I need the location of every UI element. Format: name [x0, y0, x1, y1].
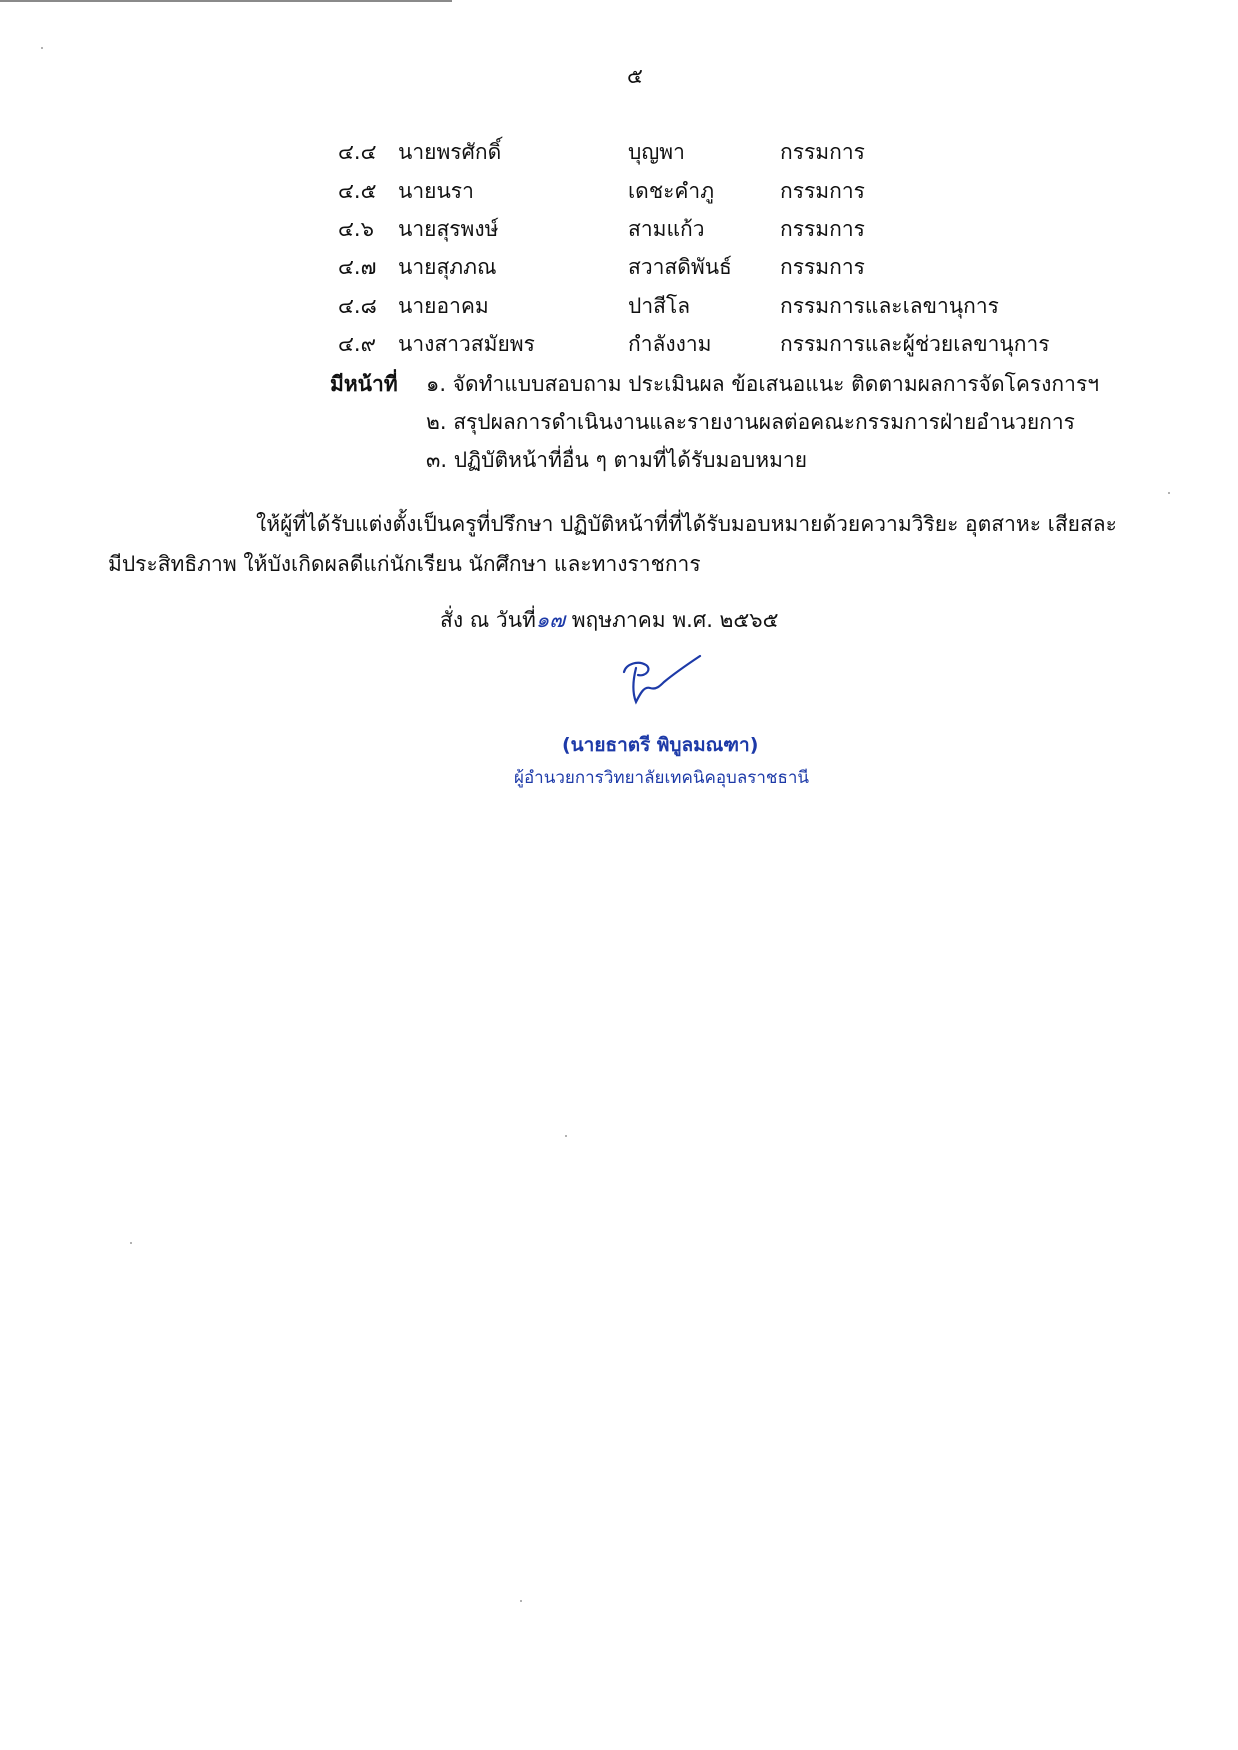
member-first-name: นายอาคม: [398, 294, 489, 318]
duty-item: ๑. จัดทำแบบสอบถาม ประเมินผล ข้อเสนอแนะ ติดตามผลการจัดโครงการฯ: [426, 372, 1100, 396]
member-last-name: เดชะคำภู: [628, 179, 715, 203]
member-number: ๔.๖: [338, 217, 374, 241]
scan-speck: [520, 1600, 522, 1602]
page-number: ๕: [627, 64, 643, 88]
member-number: ๔.๗: [338, 255, 377, 279]
duties-label: มีหน้าที่: [330, 372, 398, 396]
handwritten-signature: [616, 650, 706, 710]
scan-speck: [41, 47, 43, 49]
member-role: กรรมการ: [780, 179, 865, 203]
member-last-name: กำลังงาม: [628, 332, 712, 356]
member-first-name: นายสุภภณ: [398, 255, 497, 279]
member-number: ๔.๔: [338, 140, 377, 164]
order-date-day: ๑๗: [535, 608, 566, 632]
signatory-name: (นายธาตรี พิบูลมณฑา): [562, 734, 759, 756]
member-role: กรรมการ: [780, 140, 865, 164]
member-number: ๔.๘: [338, 294, 377, 318]
duty-item: ๓. ปฏิบัติหน้าที่อื่น ๆ ตามที่ได้รับมอบหมาย: [426, 448, 808, 472]
duty-item: ๒. สรุปผลการดำเนินงานและรายงานผลต่อคณะกรรมการฝ่ายอำนวยการ: [426, 410, 1075, 434]
order-date-prefix: สั่ง ณ วันที่: [440, 608, 536, 632]
scan-top-border: [0, 0, 452, 2]
member-role: กรรมการ: [780, 255, 865, 279]
member-last-name: บุญพา: [628, 140, 685, 164]
scan-speck: [1168, 492, 1170, 494]
appointment-paragraph-line: มีประสิทธิภาพ ให้บังเกิดผลดีแก่นักเรียน นักศึกษา และทางราชการ: [108, 552, 701, 576]
scan-speck: [565, 1135, 567, 1137]
member-first-name: นายนรา: [398, 179, 474, 203]
member-last-name: สวาสดิพันธ์: [628, 255, 732, 279]
appointment-paragraph-line: ให้ผู้ที่ได้รับแต่งตั้งเป็นครูที่ปรึกษา ปฏิบัติหน้าที่ที่ได้รับมอบหมายด้วยความวิริยะ อุตสาหะ เสียสละ: [256, 512, 1117, 536]
member-first-name: นายพรศักดิ์: [398, 140, 502, 164]
order-date-month: พฤษภาคม: [571, 608, 666, 632]
member-role: กรรมการและเลขานุการ: [780, 294, 999, 318]
order-date: [440, 604, 779, 637]
member-last-name: สามแก้ว: [628, 217, 705, 241]
member-role: กรรมการ: [780, 217, 865, 241]
order-date-year: พ.ศ. ๒๕๖๕: [672, 608, 779, 632]
member-number: ๔.๕: [338, 179, 377, 203]
scan-speck: [130, 1242, 132, 1244]
signatory-title: ผู้อำนวยการวิทยาลัยเทคนิคอุบลราชธานี: [514, 768, 810, 788]
member-role: กรรมการและผู้ช่วยเลขานุการ: [780, 332, 1050, 356]
member-last-name: ปาสีโล: [628, 294, 691, 318]
member-number: ๔.๙: [338, 332, 376, 356]
member-first-name: นางสาวสมัยพร: [398, 332, 535, 356]
member-first-name: นายสุรพงษ์: [398, 217, 499, 241]
